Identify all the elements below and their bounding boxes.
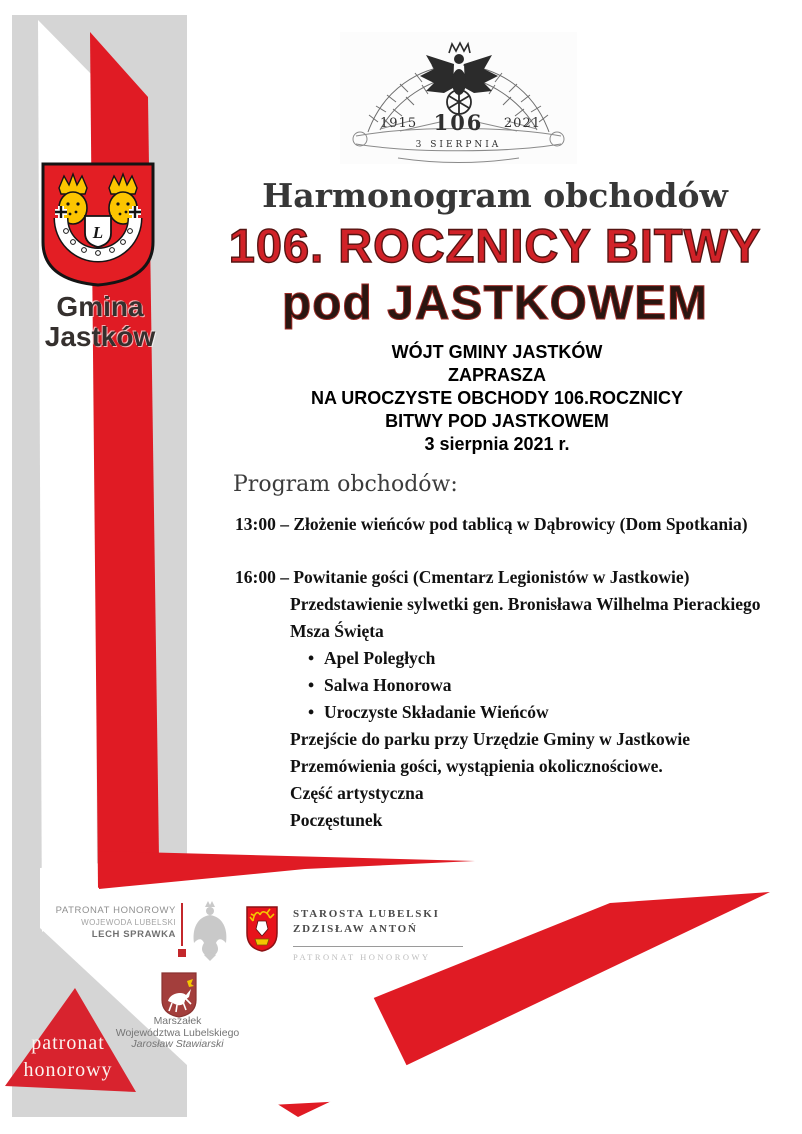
marszalek-title2: Województwa Lubelskiego — [115, 1026, 240, 1039]
program-bullet-text: Salwa Honorowa — [324, 675, 452, 695]
program-bullet-text: Uroczyste Składanie Wieńców — [324, 702, 549, 722]
marszalek-patronage-block — [110, 1016, 245, 1051]
bullet-marker-icon: • — [308, 702, 315, 722]
invitation-line3: NA UROCZYSTE OBCHODY 106.ROCZNICY — [310, 388, 684, 408]
patronat-honorowy-caption — [16, 1030, 120, 1084]
page-title-line1: 106. ROCZNICY BITWY — [228, 219, 762, 272]
wojewoda-caption1: PATRONAT HONOROWY — [55, 905, 176, 916]
bullet-marker-icon: • — [308, 648, 315, 668]
emblem-date-caption: 3 SIERPNIA — [415, 140, 502, 150]
municipality-name-line2: Jastków — [44, 321, 156, 352]
program-detail: Przedstawienie sylwetki gen. Bronisława Wilhelma Pierackiego — [290, 594, 761, 614]
patronat-line1: patronat — [31, 1032, 105, 1054]
emblem-anniversary-number: 106 — [433, 110, 484, 135]
invitation-block — [190, 341, 802, 456]
program-bullet-item — [308, 675, 452, 696]
program-detail: Część artystyczna — [290, 783, 424, 803]
starosta-name: ZDZISŁAW ANTOŃ — [293, 923, 418, 935]
starosta-divider — [293, 946, 463, 947]
program-item-16: 16:00 – Powitanie gości (Cmentarz Legionistów w Jastkowie) — [235, 567, 690, 587]
starosta-coat-of-arms-icon — [245, 905, 279, 953]
program-bullet-item — [308, 648, 435, 669]
program-bullet-text: Apel Poległych — [324, 648, 436, 668]
gmina-jastkow-coat-of-arms-icon — [39, 160, 157, 288]
invitation-line4: BITWY POD JASTKOWEM — [385, 411, 609, 431]
wojewoda-patronage-block — [40, 905, 176, 940]
program-detail: Poczęstunek — [290, 810, 383, 830]
bullet-marker-icon: • — [308, 675, 315, 695]
wojewoda-flag-mark — [178, 949, 186, 957]
emblem-year-left: 1915 — [380, 116, 418, 131]
polish-eagle-icon — [189, 899, 231, 961]
program-item-13: 13:00 – Złożenie wieńców pod tablicą w Dąbrowicy (Dom Spotkania) — [235, 514, 748, 534]
municipality-name — [30, 292, 170, 352]
municipality-name-line1: Gmina — [56, 291, 144, 322]
anniversary-emblem — [340, 32, 577, 164]
patronat-line2: honorowy — [23, 1059, 113, 1081]
invitation-line2: ZAPRASZA — [448, 365, 546, 385]
wojewoda-caption2: WOJEWODA LUBELSKI — [81, 918, 176, 927]
starosta-patronage-block — [293, 908, 483, 935]
program-heading: Program obchodów: — [233, 472, 458, 497]
page-subtitle: Harmonogram obchodów — [262, 176, 728, 215]
page-title-line2: pod JASTKOWEM — [281, 277, 709, 330]
starosta-title: STAROSTA LUBELSKI — [293, 908, 440, 920]
emblem-year-right: 2021 — [503, 116, 541, 131]
program-detail: Przemówienia gości, wystąpienia okolicznościowe. — [290, 756, 663, 776]
marszalek-title1: Marszałek — [153, 1015, 202, 1027]
program-detail: Msza Święta — [290, 621, 384, 641]
invitation-line5: 3 sierpnia 2021 r. — [424, 434, 570, 454]
program-detail: Przejście do parku przy Urzędzie Gminy w Jastkowie — [290, 729, 690, 749]
marszalek-name: Jarosław Stawiarski — [131, 1038, 224, 1050]
crest-letter: L — [92, 223, 104, 242]
marszalek-coat-of-arms-icon — [160, 971, 198, 1019]
invitation-line1: WÓJT GMINY JASTKÓW — [391, 342, 603, 362]
starosta-caption: PATRONAT HONOROWY — [293, 952, 431, 962]
wojewoda-name: LECH SPRAWKA — [91, 929, 176, 940]
wojewoda-divider — [181, 903, 183, 946]
program-bullet-item — [308, 702, 549, 723]
